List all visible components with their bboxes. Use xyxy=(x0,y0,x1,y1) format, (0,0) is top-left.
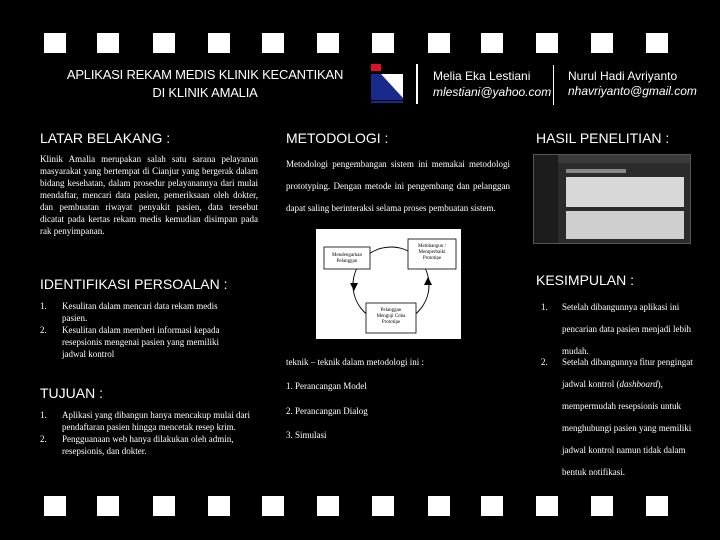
result-screenshot xyxy=(533,154,691,244)
film-hole xyxy=(372,33,394,53)
film-hole xyxy=(536,496,558,516)
film-hole xyxy=(591,496,613,516)
author1-email: mlestiani@yahoo.com xyxy=(433,85,552,99)
film-hole xyxy=(372,496,394,516)
teknik-intro: teknik – teknik dalam metodologi ini : xyxy=(286,357,424,367)
tujuan-heading: TUJUAN : xyxy=(40,385,103,401)
list-item: 1. Kesulitan dalam mencari data rekam medis pasien. xyxy=(40,301,218,323)
list-item: 1. Aplikasi yang dibangun hanya mencakup mulai dari pendaftaran pasien hingga mencetak resep krim. xyxy=(40,410,250,432)
film-hole xyxy=(153,33,175,53)
diagram-label-1: Mendengarkan Pelanggan xyxy=(332,253,362,264)
title-line-1: APLIKASI REKAM MEDIS KLINIK KECANTIKAN xyxy=(66,67,344,82)
film-strip-bottom xyxy=(0,496,720,526)
metodologi-heading: METODOLOGI : xyxy=(286,130,389,146)
kesimpulan-num-2: 2. xyxy=(541,357,548,367)
film-hole xyxy=(44,33,66,53)
film-strip-top xyxy=(0,33,720,63)
film-hole xyxy=(428,33,450,53)
poster-title xyxy=(40,66,370,102)
film-hole xyxy=(97,496,119,516)
kesimpulan-heading: KESIMPULAN : xyxy=(536,272,635,288)
identifikasi-list xyxy=(40,300,240,360)
author2-name: Nurul Hadi Avriyanto xyxy=(568,69,678,83)
university-logo xyxy=(369,62,405,104)
film-hole xyxy=(536,33,558,53)
header-divider-left xyxy=(416,64,418,104)
list-item: 2. Kesulitan dalam memberi informasi kepada resepsionis mengenai pasien yang memiliki jadwal kontrol xyxy=(40,325,220,359)
film-hole xyxy=(208,496,230,516)
author1-name: Melia Eka Lestiani xyxy=(433,69,531,83)
latar-body: Klinik Amalia merupakan salah satu sarana pelayanan masyarakat yang bertempat di Cianjur yang bergerak dalam bidang kesehatan, dalam prosedur pelayanannya dari mulai mendaftar, mencari data pasien, pemeriksaan oleh dokter, dan pembuatan riwayat penyakit pasien, data tersebut dicatat pada kertas rekam medis kemudian disimpan pada rak penyimpanan. xyxy=(40,154,258,236)
film-hole xyxy=(317,33,339,53)
diagram-label-3: Pelanggan Menguji Coba Prototipe xyxy=(376,308,406,325)
film-hole xyxy=(591,33,613,53)
author2-email: nhavriyanto@gmail.com xyxy=(568,84,697,98)
film-hole xyxy=(317,496,339,516)
kesimpulan-item-2: Setelah dibangunnya fitur pengingat jadwal kontrol (dashboard), mempermudah resepsionis untuk menghubungi pasien yang memiliki jadwal kontrol namun tidak dalam bentuk notifikasi. xyxy=(562,357,693,477)
film-hole xyxy=(646,33,668,53)
kesimpulan-item-1: Setelah dibangunnya aplikasi ini pencarian data pasien menjadi lebih mudah. xyxy=(562,302,691,356)
film-hole xyxy=(481,496,503,516)
list-item: 2. Pengguanaan web hanya dilakukan oleh admin, resepsionis, dan dokter. xyxy=(40,434,234,456)
film-hole xyxy=(44,496,66,516)
prototyping-diagram xyxy=(316,229,461,339)
title-line-2: DI KLINIK AMALIA xyxy=(152,85,258,100)
film-hole xyxy=(97,33,119,53)
film-hole xyxy=(153,496,175,516)
tujuan-list xyxy=(40,409,260,457)
identifikasi-heading: IDENTIFIKASI PERSOALAN : xyxy=(40,276,228,292)
film-hole xyxy=(262,496,284,516)
header-divider-right xyxy=(553,65,554,105)
film-hole xyxy=(208,33,230,53)
diagram-label-2: Membangun / Memperbaiki Prototipe xyxy=(418,244,446,261)
kesimpulan-num-1: 1. xyxy=(541,302,548,312)
film-hole xyxy=(646,496,668,516)
film-hole xyxy=(262,33,284,53)
film-hole xyxy=(428,496,450,516)
teknik-item: 3. Simulasi xyxy=(286,430,327,440)
film-hole xyxy=(481,33,503,53)
teknik-item: 1. Perancangan Model xyxy=(286,381,367,391)
metodologi-body: Metodologi pengembangan sistem ini memakai metodologi prototyping. Dengan metode ini pengembang dan pelanggan dapat saling berinteraksi selama proses pembuatan sistem. xyxy=(286,159,510,213)
latar-heading: LATAR BELAKANG : xyxy=(40,130,171,146)
teknik-item: 2. Perancangan Dialog xyxy=(286,406,368,416)
hasil-heading: HASIL PENELITIAN : xyxy=(536,130,670,146)
